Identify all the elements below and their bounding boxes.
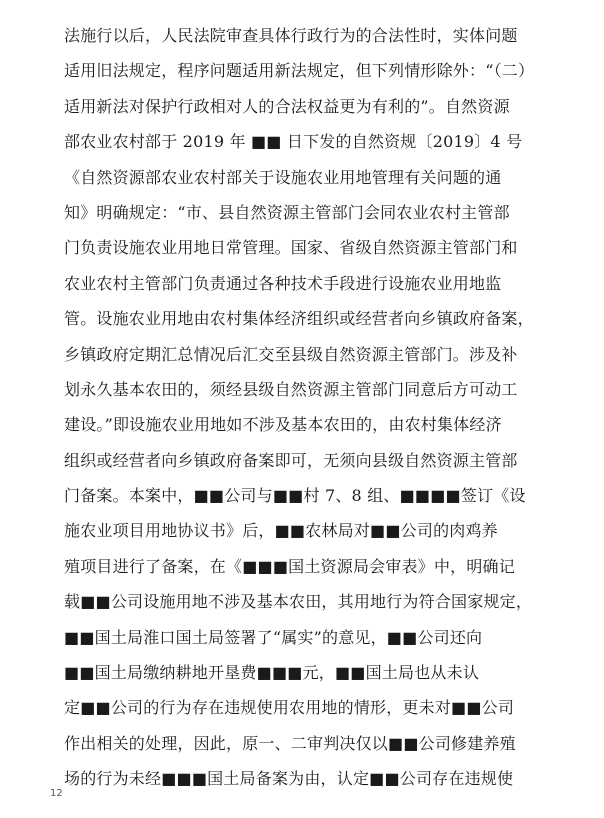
text-line: 适用旧法规定，程序问题适用新法规定，但下列情形除外：“（二） bbox=[64, 61, 535, 81]
text-line: 建设。”即设施农业用地如不涉及基本农田的，由农村集体经济 bbox=[64, 415, 502, 435]
text-line: 殖项目进行了备案，在《■■■国土资源局会审表》中，明确记 bbox=[64, 556, 515, 576]
text-line: 划永久基本农田的，须经县级自然资源主管部门同意后方可动工 bbox=[64, 379, 518, 399]
text-line: 场的行为未经■■■国土局备案为由，认定■■公司存在违规使 bbox=[64, 769, 514, 789]
text-line: ■■国土局淮口国土局签署了“属实”的意见，■■公司还向 bbox=[64, 627, 483, 647]
page-number: 12 bbox=[50, 788, 63, 799]
text-line: 门负责设施农业用地日常管理。国家、省级自然资源主管部门和 bbox=[64, 238, 518, 258]
text-line: 部农业农村部于 2019 年 ■■ 日下发的自然资规〔2019〕4 号 bbox=[64, 132, 523, 152]
text-line: 乡镇政府定期汇总情况后汇交至县级自然资源主管部门。涉及补 bbox=[64, 344, 518, 364]
text-line: 知》明确规定：“市、县自然资源主管部门会同农业农村主管部 bbox=[64, 202, 510, 222]
text-line: 门备案。本案中，■■公司与■■村 7、8 组、■■■■签订《设 bbox=[64, 486, 526, 506]
text-line: 作出相关的处理，因此，原一、二审判决仅以■■公司修建养殖 bbox=[64, 733, 516, 753]
text-line: 适用新法对保护行政相对人的合法权益更为有利的”。自然资源 bbox=[64, 96, 510, 116]
text-line: 载■■公司设施用地不涉及基本农田，其用地行为符合国家规定， bbox=[64, 592, 533, 612]
text-line: 定■■公司的行为存在违规使用农用地的情形，更未对■■公司 bbox=[64, 698, 515, 718]
text-line: 农业农村主管部门负责通过各种技术手段进行设施农业用地监 bbox=[64, 273, 502, 293]
text-line: 《自然资源部农业农村部关于设施农业用地管理有关问题的通 bbox=[64, 167, 502, 187]
text-line: 管。设施农业用地由农村集体经济组织或经营者向乡镇政府备案， bbox=[64, 309, 534, 329]
text-line: ■■国土局缴纳耕地开垦费■■■元，■■国土局也从未认 bbox=[64, 663, 480, 683]
text-line: 组织或经营者向乡镇政府备案即可，无须向县级自然资源主管部 bbox=[64, 450, 518, 470]
text-line: 法施行以后，人民法院审查具体行政行为的合法性时，实体问题 bbox=[64, 26, 518, 45]
body-text bbox=[64, 18, 564, 797]
text-line: 施农业项目用地协议书》后，■■农林局对■■公司的肉鸡养 bbox=[64, 521, 498, 541]
